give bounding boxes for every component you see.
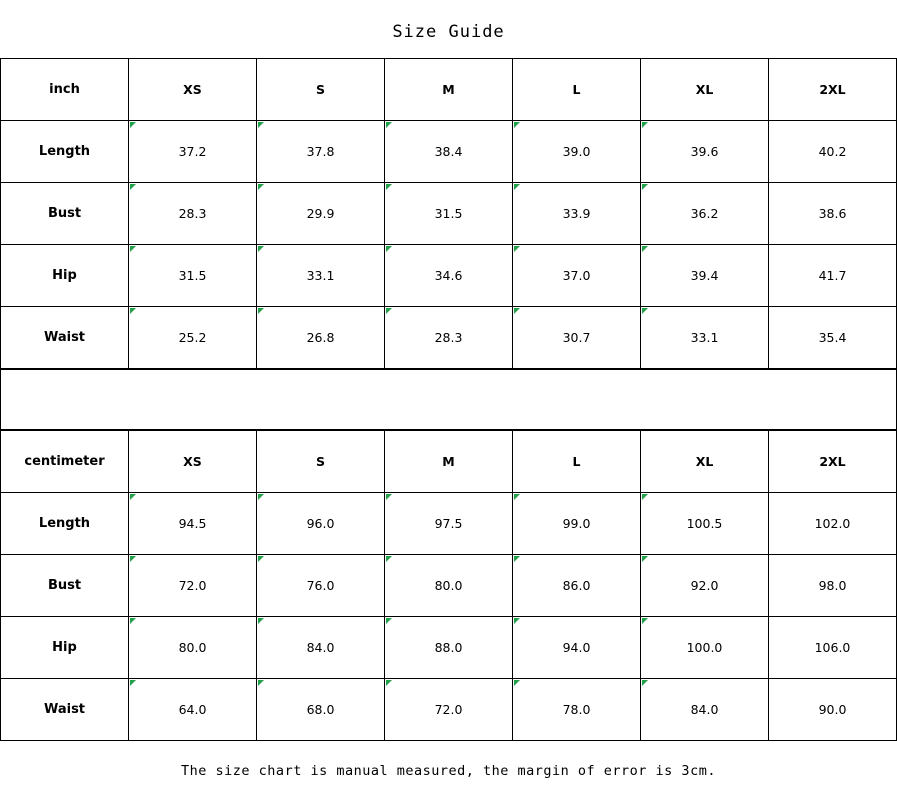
column-header-l: L [513, 431, 641, 493]
cell-bust-l: 33.9 [513, 183, 641, 245]
column-header-m: M [385, 431, 513, 493]
cell-length-xl: 100.5 [641, 493, 769, 555]
unit-label-inch: inch [1, 59, 129, 121]
cell-hip-xs: 80.0 [129, 617, 257, 679]
cell-waist-s: 26.8 [257, 307, 385, 369]
cell-hip-s: 84.0 [257, 617, 385, 679]
column-header-2xl: 2XL [769, 59, 897, 121]
table-separator [0, 369, 897, 430]
cell-bust-xl: 92.0 [641, 555, 769, 617]
cell-bust-xs: 72.0 [129, 555, 257, 617]
column-header-xl: XL [641, 431, 769, 493]
cell-waist-l: 30.7 [513, 307, 641, 369]
cell-hip-l: 94.0 [513, 617, 641, 679]
row-label-waist: Waist [1, 679, 129, 741]
cell-length-m: 97.5 [385, 493, 513, 555]
row-label-length: Length [1, 121, 129, 183]
cell-length-2xl: 40.2 [769, 121, 897, 183]
cell-length-m: 38.4 [385, 121, 513, 183]
measurement-disclaimer: The size chart is manual measured, the margin of error is 3cm. [181, 763, 716, 779]
centimeter-size-table [0, 430, 897, 741]
column-header-l: L [513, 59, 641, 121]
cell-waist-l: 78.0 [513, 679, 641, 741]
table-row [1, 245, 897, 307]
cell-hip-2xl: 106.0 [769, 617, 897, 679]
centimeter-table-wrapper [0, 430, 897, 741]
cell-waist-xl: 84.0 [641, 679, 769, 741]
inch-table-wrapper [0, 58, 897, 369]
table-row [1, 555, 897, 617]
cell-waist-xl: 33.1 [641, 307, 769, 369]
cell-length-l: 39.0 [513, 121, 641, 183]
cell-bust-2xl: 98.0 [769, 555, 897, 617]
column-header-m: M [385, 59, 513, 121]
cell-bust-m: 80.0 [385, 555, 513, 617]
cell-waist-xs: 64.0 [129, 679, 257, 741]
cell-bust-xl: 36.2 [641, 183, 769, 245]
cell-hip-xl: 100.0 [641, 617, 769, 679]
cell-length-2xl: 102.0 [769, 493, 897, 555]
cell-hip-2xl: 41.7 [769, 245, 897, 307]
cell-hip-m: 88.0 [385, 617, 513, 679]
cell-bust-2xl: 38.6 [769, 183, 897, 245]
cell-length-l: 99.0 [513, 493, 641, 555]
table-header-row [1, 59, 897, 121]
column-header-s: S [257, 431, 385, 493]
row-label-bust: Bust [1, 183, 129, 245]
table-row [1, 183, 897, 245]
cell-bust-l: 86.0 [513, 555, 641, 617]
cell-hip-xs: 31.5 [129, 245, 257, 307]
cell-hip-l: 37.0 [513, 245, 641, 307]
cell-length-xs: 94.5 [129, 493, 257, 555]
table-row [1, 679, 897, 741]
row-label-length: Length [1, 493, 129, 555]
cell-bust-m: 31.5 [385, 183, 513, 245]
row-label-hip: Hip [1, 617, 129, 679]
cell-hip-m: 34.6 [385, 245, 513, 307]
row-label-hip: Hip [1, 245, 129, 307]
column-header-xl: XL [641, 59, 769, 121]
table-row [1, 307, 897, 369]
page-title: Size Guide [392, 22, 505, 42]
column-header-xs: XS [129, 59, 257, 121]
cell-bust-xs: 28.3 [129, 183, 257, 245]
cell-length-s: 37.8 [257, 121, 385, 183]
cell-length-xl: 39.6 [641, 121, 769, 183]
column-header-2xl: 2XL [769, 431, 897, 493]
cell-waist-2xl: 90.0 [769, 679, 897, 741]
table-row [1, 617, 897, 679]
cell-waist-xs: 25.2 [129, 307, 257, 369]
table-header-row [1, 431, 897, 493]
cell-waist-m: 72.0 [385, 679, 513, 741]
row-label-waist: Waist [1, 307, 129, 369]
table-row [1, 493, 897, 555]
cell-waist-2xl: 35.4 [769, 307, 897, 369]
table-row [1, 121, 897, 183]
column-header-s: S [257, 59, 385, 121]
inch-size-table [0, 58, 897, 369]
column-header-xs: XS [129, 431, 257, 493]
cell-hip-xl: 39.4 [641, 245, 769, 307]
cell-waist-m: 28.3 [385, 307, 513, 369]
cell-length-xs: 37.2 [129, 121, 257, 183]
cell-hip-s: 33.1 [257, 245, 385, 307]
row-label-bust: Bust [1, 555, 129, 617]
unit-label-centimeter: centimeter [1, 431, 129, 493]
cell-bust-s: 29.9 [257, 183, 385, 245]
cell-waist-s: 68.0 [257, 679, 385, 741]
cell-bust-s: 76.0 [257, 555, 385, 617]
cell-length-s: 96.0 [257, 493, 385, 555]
